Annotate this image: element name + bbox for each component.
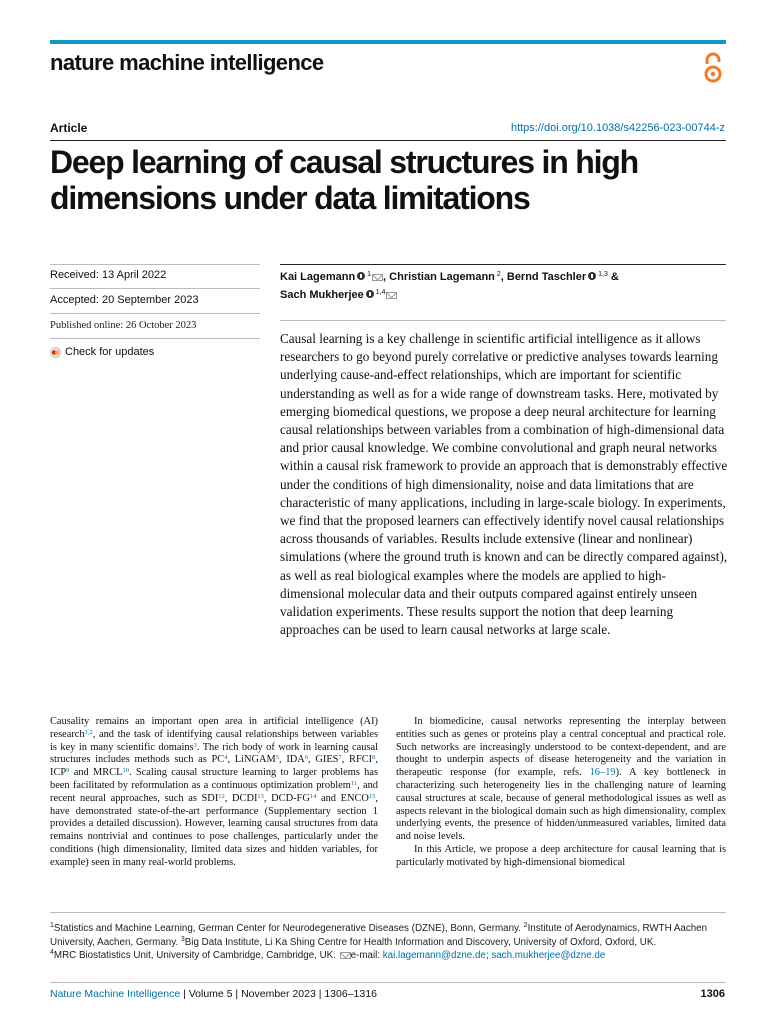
footer-issue: | Volume 5 | November 2023 | 1306–1316 xyxy=(180,988,377,1000)
author-list xyxy=(280,268,726,304)
author-name[interactable]: Bernd Taschler xyxy=(506,271,587,283)
author-separator: , xyxy=(383,271,390,283)
footer-journal[interactable]: Nature Machine Intelligence xyxy=(50,988,181,1000)
reference-link[interactable]: 10 xyxy=(122,767,129,775)
body-paragraph xyxy=(396,716,726,844)
reference-link[interactable]: 14 xyxy=(309,792,317,800)
reference-link[interactable]: 12 xyxy=(218,792,225,800)
reference-link[interactable]: 8 xyxy=(372,754,376,762)
orcid-icon[interactable] xyxy=(357,272,365,280)
affiliation-marker: 1,4 xyxy=(373,289,386,296)
open-access-icon[interactable] xyxy=(702,52,724,84)
affiliation-marker: 1 xyxy=(365,271,372,278)
affiliation-marker: 2 xyxy=(494,271,501,278)
email-icon[interactable] xyxy=(386,292,397,299)
email-icon xyxy=(340,952,351,959)
reference-link[interactable]: 6 xyxy=(304,754,309,762)
affiliation-3: Big Data Institute, Li Ka Shing Centre for Health Information and Discovery, University of Oxford, Oxford, UK. xyxy=(184,936,657,948)
footer-citation xyxy=(50,988,377,1000)
affiliation-1: Statistics and Machine Learning, German Center for Neurodegenerative Diseases (DZNE), Bonn, Germany. xyxy=(53,923,524,934)
divider xyxy=(50,338,260,339)
author-name[interactable]: Kai Lagemann xyxy=(280,271,356,283)
divider xyxy=(50,264,260,265)
check-updates-label: Check for updates xyxy=(65,346,155,358)
doi-link[interactable]: https://doi.org/10.1038/s42256-023-00744-z xyxy=(510,122,725,134)
reference-link[interactable]: 5 xyxy=(275,754,280,762)
email-link[interactable]: kai.lagemann@dzne.de xyxy=(382,950,486,962)
author-name[interactable]: Sach Mukherjee xyxy=(280,289,364,301)
email-icon[interactable] xyxy=(372,274,383,281)
journal-accent-bar xyxy=(50,40,726,44)
authors-divider xyxy=(280,264,726,265)
reference-link[interactable]: 9 xyxy=(66,767,70,775)
affiliations: $^1$Statistics and Machine Learning, German Center for Neurodegenerative Diseases (DZNE), Bonn, Germany. $^2$Institute of Aerodynamics, RWTH Aachen University, Aachen, Germany. $^3$Big Data Institute, Li Ka Shing Centre for Health Information and Discovery, University of Oxford, Oxford, UK. $^4$MRC Biostatistics Unit, University of Cambridge, Cambridge, UK. e-mail: kai.lagemann@dzne.de; sach.mukherjee@dzne.de xyxy=(50,922,708,962)
reference-link[interactable]: 7 xyxy=(338,754,342,762)
reference-link[interactable]: 11 xyxy=(350,779,358,787)
affiliations-divider xyxy=(50,912,726,913)
orcid-icon[interactable] xyxy=(588,272,596,280)
divider xyxy=(50,313,260,314)
body-column-right xyxy=(396,716,726,870)
accepted-date: Accepted: 20 September 2023 xyxy=(50,294,199,306)
author-separator: & xyxy=(607,271,619,283)
body-paragraph: In this Article, we propose a deep architecture for causal learning that is particularly motivated by high-dimensional biomedical xyxy=(396,843,726,868)
reference-link[interactable]: 3 xyxy=(193,741,197,749)
body-text: In biomedicine, causal networks representing the interplay between entities such as genes or proteins play a central conceptual and practical role. Such networks are increasingly understood to be context-dependent, and are thought to underpin aspects of disease heterogeneity and the variation in therapeutic response (for example, refs. xyxy=(396,716,726,779)
footer-divider xyxy=(50,982,726,983)
divider xyxy=(50,288,260,289)
article-type: Article xyxy=(50,121,88,135)
check-updates-link[interactable] xyxy=(50,346,154,358)
abstract-divider xyxy=(280,320,726,321)
reference-link[interactable]: 13 xyxy=(257,792,264,800)
journal-name: nature machine intelligence xyxy=(50,50,324,75)
abstract: Causal learning is a key challenge in scientific artificial intelligence as it allows researchers to go beyond purely correlative or predictive analyses towards learning underlying cause-and-effect relationships, which are important for scientific understanding as well as for a wide range of downstream tasks. Here, motivated by emerging biomedical questions, we propose a deep neural architecture for learning causal relationships between variables from a combination of high-dimensional data and prior causal knowledge. We combine convolutional and graph neural networks within a causal risk framework to provide an approach that is demonstrably effective under the conditions of high dimensionality, noise and data limitations that are characteristic of many applications, including in large-scale biology. In experiments, we find that the proposed learners can effectively identify novel causal relationships across thousands of variables. Results include extensive (linear and nonlinear) simulations (where the ground truth is known and can be directly compared against), as well as real biological examples where the models are applied to high-dimensional molecular data and their outputs compared against entirely unseen validation experiments. These results support the notion that deep learning approaches can be used to learn causal networks at large scale. xyxy=(280,331,728,638)
reference-link[interactable]: 1,2 xyxy=(84,728,93,736)
email-label: e-mail: xyxy=(350,950,383,962)
page-number: 1306 xyxy=(700,988,725,1000)
reference-link[interactable]: 16–19 xyxy=(589,767,616,779)
orcid-icon[interactable] xyxy=(366,290,374,298)
body-text: ). A key bottleneck in characterizing such heterogeneity lies in the challenging nature of learning causal structures at scale, because of general methodological issues as well as aspects relevant in the biological domain such as high dimensionality, complex underlying events, the presence of hidden/unmeasured variables, limited data and noise levels. xyxy=(396,767,727,843)
reference-link[interactable]: 4 xyxy=(224,754,228,762)
received-date: Received: 13 April 2022 xyxy=(50,269,167,281)
affiliation-2: Institute of Aerodynamics, RWTH Aachen University, Aachen, Germany. xyxy=(50,923,708,948)
reference-link[interactable]: 15 xyxy=(368,792,376,800)
affiliation-marker: 1,3 xyxy=(596,271,608,278)
article-title: Deep learning of causal structures in high dimensions under data limitations xyxy=(50,144,638,216)
author-name[interactable]: Christian Lagemann xyxy=(389,271,495,283)
email-link[interactable]: sach.mukherjee@dzne.de xyxy=(491,950,606,962)
body-column-left: Causality remains an important open area in artificial intelligence (AI) research$^{1,2}$, and the task of identifying causal relationships between variables is key in many scientific domains$^3$. The rich body of work in learning causal structures includes methods such as PC$^4$, LiNGAM$^5$, IDA$^6$, GIES$^7$, RFCI$^8$, ICP$^9$ and MRCL$^{10}$. Scaling causal structure learning to larger problems has been facilitated by reformulation as a continuous optimization problem$^{11}$, and recent neural approaches, such as SDI$^{12}$, DCDI$^{13}$, DCD-FG$^{14}$ and ENCO$^{15}$, have demonstrated state-of-the-art performance (Supplementary section 1 provides a detailed discussion). However, learning causal structures from data remains nontrivial and continues to pose challenges, particularly under the conditions (high dimensionality, limited data sizes and hidden variables, for example) seen in many real-world problems. xyxy=(50,716,379,868)
author-separator: , xyxy=(500,271,507,283)
affiliation-4: MRC Biostatistics Unit, University of Cambridge, Cambridge, UK. xyxy=(53,950,339,962)
published-date: Published online: 26 October 2023 xyxy=(50,320,197,331)
check-updates-icon xyxy=(50,347,61,358)
title-divider xyxy=(50,140,726,141)
